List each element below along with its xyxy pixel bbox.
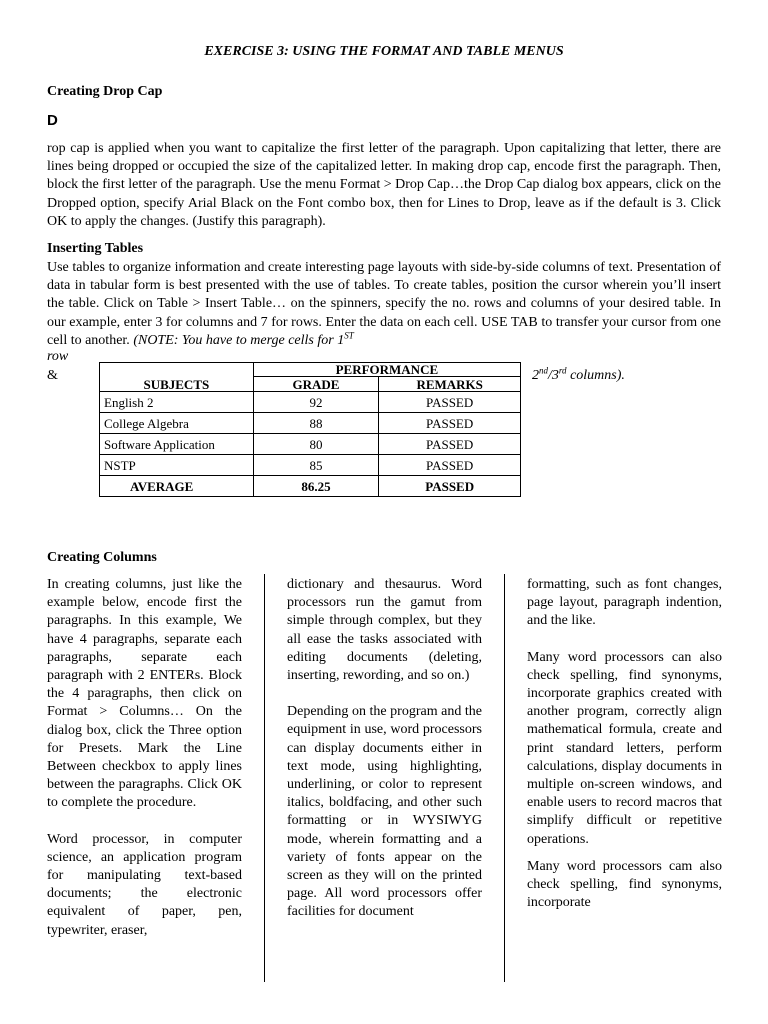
- text-column-3: [527, 576, 722, 912]
- header-performance: PERFORMANCE: [253, 363, 520, 377]
- note-text: [133, 330, 354, 348]
- text-column-2: [287, 576, 482, 922]
- drop-cap-paragraph: rop cap is applied when you want to capitalize the first letter of the paragraph. Upon capitalizing that letter, there are lines being dropped or occupied the size of the capitalized letter. In making drop cap, encode first the paragraph. Then, block the first letter of the paragraph. Use the menu Format > Drop Cap…the Drop Cap dialog box appears, click on the Dropped option, specify Arial Black on the Font combo box, then for Lines to Drop, leave as if the default is 3. Click OK to apply the changes. (Justify this paragraph).: [47, 141, 721, 229]
- heading-drop-cap: Creating Drop Cap: [47, 84, 163, 99]
- column-paragraph: In creating columns, just like the example below, encode first the paragraphs. In this example, We have 4 paragraphs, separate each paragraphs, separate each paragraph with 2 ENTERs. Block the 4 paragraphs, then click on Format > Columns… On the dialog box, click the Three option for Presets. Mark the Line Between checkbox to apply lines between the paragraphs. Click OK to complete the procedure.: [47, 577, 242, 811]
- drop-cap-letter: D: [47, 112, 58, 129]
- column-paragraph: dictionary and thesaurus. Word processors run the gamut from simple through complex, but they all ease the tasks associated with editing documents (deleting, inserting, rewording, and so on.): [287, 577, 482, 684]
- tables-paragraph-text: Use tables to organize information and create interesting page layouts with side-by-side columns of text. Presentation of data in tabular form is best presented with the use of tables. To create tables, position the cursor wherein you’ll insert the table. Click on Table > Insert Table… on the spinners, specify the no. rows and columns of your desired table. In our example, enter 3 for columns and 7 for rows. Enter the data on each cell. USE TAB to transfer your cursor from one cell to another.: [47, 260, 721, 348]
- column-paragraph: Many word processors can also check spelling, find synonyms, incorporate graphics created with another program, correctly align mathematical formula, create and print standard letters, perform calculations, display documents in multiple on-screen windows, and enable users to record macros that simplify difficult or repetitive operations.: [527, 649, 722, 847]
- header-grade: GRADE: [253, 377, 379, 392]
- header-remarks: REMARKS: [379, 377, 521, 392]
- column-divider: [504, 574, 505, 982]
- cell-subject: Software Application: [100, 434, 254, 455]
- note-ampersand: &: [47, 368, 58, 383]
- cell-remarks: PASSED: [379, 413, 521, 434]
- column-paragraph: Word processor, in computer science, an application program for manipulating text-based documents; the electronic equivalent of paper, pen, typewriter, eraser,: [47, 831, 242, 938]
- cell-subject: College Algebra: [100, 413, 254, 434]
- table-row: [100, 413, 521, 434]
- cell-average-grade: 86.25: [253, 476, 379, 497]
- note-row-word: row: [47, 349, 69, 364]
- column-divider: [264, 574, 265, 982]
- cell-grade: 88: [253, 413, 379, 434]
- note-columns-text: [532, 365, 625, 384]
- table-row-average: [100, 476, 521, 497]
- heading-creating-columns: Creating Columns: [47, 550, 157, 565]
- note-col-mid: /3: [548, 368, 559, 383]
- note-sup-rd: rd: [558, 365, 567, 376]
- note-col-tail: columns).: [566, 368, 625, 383]
- header-subjects: SUBJECTS: [100, 363, 254, 392]
- cell-grade: 85: [253, 455, 379, 476]
- column-paragraph: formatting, such as font changes, page layout, paragraph indention, and the like.: [527, 577, 722, 629]
- table-row: [100, 434, 521, 455]
- cell-remarks: PASSED: [379, 392, 521, 413]
- cell-remarks: PASSED: [379, 434, 521, 455]
- column-paragraph: Depending on the program and the equipment in use, word processors can display documents either in text mode, using highlighting, underlining, or color to represent italics, boldfacing, and other such formatting or in WYSIWYG mode, wherein formatting and a variety of fonts appear on the screen as they will on the printed page. All word processors offer facilities for document: [287, 704, 482, 920]
- note-prefix: (NOTE: You have to merge cells for 1: [133, 332, 345, 348]
- note-sup: ST: [344, 330, 354, 341]
- cell-grade: 92: [253, 392, 379, 413]
- column-paragraph: Many word processors cam also check spelling, find synonyms, incorporate: [527, 858, 722, 911]
- heading-inserting-tables: Inserting Tables: [47, 241, 144, 256]
- tables-paragraph: [47, 259, 721, 350]
- note-col-num: 2: [532, 368, 539, 383]
- cell-subject: English 2: [100, 392, 254, 413]
- cell-subject: NSTP: [100, 455, 254, 476]
- performance-table: [99, 362, 521, 497]
- note-sup-nd: nd: [539, 365, 548, 376]
- cell-remarks: PASSED: [379, 455, 521, 476]
- table-row: [100, 455, 521, 476]
- cell-grade: 80: [253, 434, 379, 455]
- page-title: EXERCISE 3: USING THE FORMAT AND TABLE MENUS: [204, 44, 564, 59]
- table-row: [100, 392, 521, 413]
- text-column-1: [47, 576, 242, 940]
- cell-average-label: AVERAGE: [100, 476, 254, 497]
- cell-average-remarks: PASSED: [379, 476, 521, 497]
